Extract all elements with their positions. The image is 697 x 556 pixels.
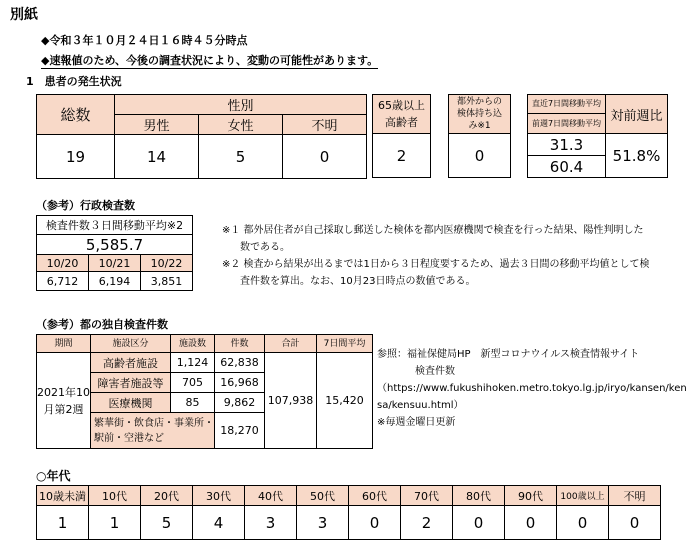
age-value: 3 <box>245 506 297 540</box>
age-label: 60代 <box>349 486 401 506</box>
avg-recent-value: 31.3 <box>528 134 606 156</box>
age-value: 3 <box>297 506 349 540</box>
outside-table <box>448 94 511 178</box>
independent-heading: （参考）都の独自検査件数 <box>36 318 168 331</box>
footnotes <box>222 222 692 290</box>
last-category: 繁華街・飲食店・事業所・ 駅前・空港など <box>91 413 215 449</box>
elderly-table <box>372 94 431 178</box>
patients-table <box>36 94 367 179</box>
male-value: 14 <box>115 135 199 179</box>
note1-line2: 数である。 <box>240 242 290 253</box>
age-label: 90代 <box>505 486 557 506</box>
sex-label: 性別 <box>115 95 367 115</box>
average-table <box>527 94 668 178</box>
reference-note <box>377 346 695 431</box>
elderly-label: 65歳以上 高齢者 <box>373 95 431 134</box>
age-label: 不明 <box>609 486 661 506</box>
test-date: 10/20 <box>37 255 89 272</box>
age-value: 5 <box>141 506 193 540</box>
elderly-value: 2 <box>373 134 431 178</box>
test-count: 16,968 <box>215 373 265 393</box>
facility-count: 705 <box>171 373 215 393</box>
tests-average: 5,585.7 <box>37 235 193 255</box>
test-value: 3,851 <box>141 272 193 291</box>
unknown-label: 不明 <box>283 115 367 135</box>
test-count: 18,270 <box>215 413 265 449</box>
facility-count: 85 <box>171 393 215 413</box>
outside-label: 都外からの 検体持ち込 み※1 <box>449 95 511 134</box>
reference-line2: 検査件数 <box>415 366 455 377</box>
age-value: 0 <box>557 506 609 540</box>
period-cell: 2021年10 月第2週 <box>37 353 91 449</box>
age-value: 1 <box>37 506 89 540</box>
male-label: 男性 <box>115 115 199 135</box>
col-period: 期間 <box>37 335 91 353</box>
col-count: 件数 <box>215 335 265 353</box>
test-count: 9,862 <box>215 393 265 413</box>
age-label: 30代 <box>193 486 245 506</box>
test-date: 10/21 <box>89 255 141 272</box>
age-label: 70代 <box>401 486 453 506</box>
reference-line1: 参照：福祉保健局HP 新型コロナウイルス検査情報サイト <box>377 349 640 360</box>
age-heading: ○年代 <box>36 469 71 483</box>
table-row: 高齢者施設 <box>91 353 171 373</box>
outside-value: 0 <box>449 134 511 178</box>
test-value: 6,712 <box>37 272 89 291</box>
unknown-value: 0 <box>283 135 367 179</box>
tests-table <box>36 215 193 291</box>
test-count: 62,838 <box>215 353 265 373</box>
notice-line: ◆速報値のため、今後の調査状況により、変動の可能性があります。 <box>41 54 379 67</box>
ratio-label: 対前週比 <box>606 95 668 134</box>
table-row: 医療機関 <box>91 393 171 413</box>
age-value: 0 <box>609 506 661 540</box>
ratio-value: 51.8% <box>606 134 668 178</box>
age-value: 2 <box>401 506 453 540</box>
age-label: 10歳未満 <box>37 486 89 506</box>
age-table <box>36 485 661 540</box>
section-heading: 1 患者の発生状況 <box>26 75 122 88</box>
reference-url-1[interactable]: （https://www.fukushihoken.metro.tokyo.lg.jp/iryo/kansen/ken <box>377 383 687 394</box>
col-total: 合計 <box>265 335 317 353</box>
tests-heading: （参考）行政検査数 <box>36 199 135 212</box>
note2-line2: 査件数を算出。なお、10月23日時点の数値である。 <box>240 276 476 287</box>
age-label: 40代 <box>245 486 297 506</box>
age-value: 0 <box>349 506 401 540</box>
page-title: 別紙 <box>10 7 38 23</box>
female-label: 女性 <box>199 115 283 135</box>
tests-header: 検査件数３日間移動平均※2 <box>37 216 193 235</box>
independent-avg7: 15,420 <box>317 353 373 449</box>
age-label: 80代 <box>453 486 505 506</box>
age-value: 1 <box>89 506 141 540</box>
reference-url-2[interactable]: sa/kensuu.html） <box>377 400 464 411</box>
age-value: 0 <box>453 506 505 540</box>
avg-prev-value: 60.4 <box>528 156 606 178</box>
age-value: 0 <box>505 506 557 540</box>
reference-line5: ※毎週金曜日更新 <box>377 417 456 428</box>
note2-line1: ※２ 検査から結果が出るまでは1日から３日程度要するため、過去３日間の移動平均値として検 <box>222 259 650 270</box>
note1-line1: ※１ 都外居住者が自己採取し郵送した検体を都内医療機関で検査を行った結果、陽性判明した <box>222 225 644 236</box>
independent-total: 107,938 <box>265 353 317 449</box>
independent-table <box>36 334 373 449</box>
col-facilities: 施設数 <box>171 335 215 353</box>
age-label: 100歳以上 <box>557 486 609 506</box>
table-row: 障害者施設等 <box>91 373 171 393</box>
total-value: 19 <box>37 135 115 179</box>
age-label: 50代 <box>297 486 349 506</box>
age-value: 4 <box>193 506 245 540</box>
timestamp-line: ◆令和３年１０月２４日１６時４５分時点 <box>41 34 248 47</box>
col-category: 施設区分 <box>91 335 171 353</box>
test-date: 10/22 <box>141 255 193 272</box>
avg-prev-label: 前週7日間移動平均 <box>528 114 606 134</box>
facility-count: 1,124 <box>171 353 215 373</box>
age-label: 20代 <box>141 486 193 506</box>
test-value: 6,194 <box>89 272 141 291</box>
avg-recent-label: 直近7日間移動平均 <box>528 95 606 114</box>
female-value: 5 <box>199 135 283 179</box>
col-avg7: 7日間平均 <box>317 335 373 353</box>
age-label: 10代 <box>89 486 141 506</box>
total-label: 総数 <box>37 95 115 135</box>
